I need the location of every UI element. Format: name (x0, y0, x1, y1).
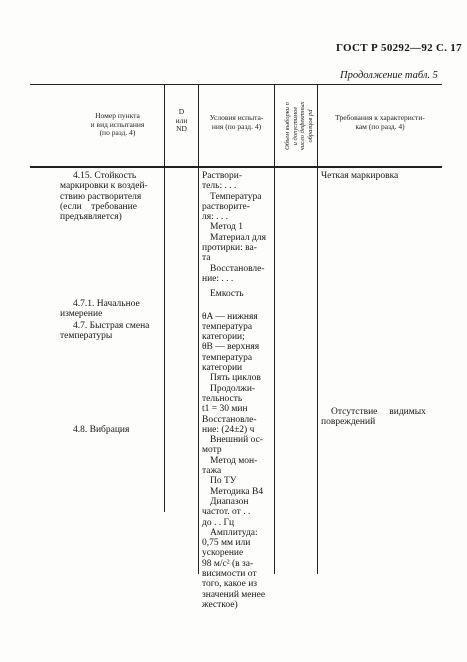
table-top-rule (30, 84, 442, 85)
condition-line: Внешний ос- (210, 435, 263, 446)
header-item-line-1: Номер пункта (95, 111, 140, 120)
header-d-nd-line-3: ND (176, 124, 187, 133)
header-sample-line-1: Объем выборки п (284, 102, 291, 150)
condition-line: та (202, 253, 211, 264)
header-conditions-line-1: Условия испыта- (209, 113, 264, 122)
item-line: ствию растворителя (60, 191, 142, 202)
condition-line: категории; (202, 332, 245, 343)
condition-line: Восстановле- (202, 414, 257, 425)
header-d-nd (165, 108, 198, 134)
condition-line: растворите- (202, 201, 250, 212)
item-4-7-1 (60, 299, 161, 320)
condition-line: 98 м/с² (в за- (202, 558, 254, 569)
header-conditions (199, 114, 274, 131)
requirement-line: повреждений (321, 417, 376, 428)
header-requirements (318, 114, 442, 131)
requirement-marking (321, 171, 439, 181)
condition-line: до . . Гц (202, 517, 235, 528)
condition-line: θA — нижняя (202, 311, 258, 322)
condition-line: температура (202, 352, 253, 363)
condition-line: Продолжи- (210, 383, 256, 394)
item-line: маркировки к воздей- (60, 181, 148, 192)
column-divider-3 (274, 84, 275, 574)
condition-line: ускорение (202, 548, 244, 559)
condition-line: ние: . . . (202, 273, 234, 284)
header-d-nd-line-2: или (175, 115, 188, 125)
condition-line: Метод 1 (210, 222, 243, 233)
item-4-7 (60, 321, 161, 342)
condition-line: Метод мон- (210, 455, 258, 466)
header-sample-line-3: число дефектных (299, 101, 306, 151)
item-line: предъявляется) (60, 212, 122, 223)
condition-line: протирки: ва- (202, 243, 257, 254)
condition-line: 0,75 мм или (202, 538, 251, 549)
item-line: температуры (60, 331, 113, 342)
condition-line: Амплитуда: (210, 527, 258, 538)
header-requirements-line-2: кам (по разд. 4) (355, 121, 405, 131)
requirement-line: Отсутствие видимых (331, 407, 426, 417)
header-item-line-2: и вид испытания (90, 119, 145, 129)
conditions-column (202, 171, 272, 610)
condition-line: Емкость (210, 289, 244, 300)
item-4-15 (60, 171, 161, 222)
header-sample-line-4: образцов рd (306, 109, 314, 143)
condition-line: Раствори- (202, 171, 243, 181)
item-line: 4.7. Быстрая смена (73, 321, 150, 331)
condition-line: Материал для (210, 232, 266, 243)
condition-line: Пять циклов (210, 373, 261, 384)
condition-line: тель: . . . (202, 181, 237, 192)
header-item (70, 112, 165, 138)
condition-line: Методика В4 (210, 486, 264, 497)
condition-line: ние: (24±2) ч (202, 424, 255, 435)
condition-line: висимости от (202, 568, 257, 579)
document-id: ГОСТ Р 50292—92 С. 17 (336, 42, 462, 54)
item-line: 4.15. Стойкость (73, 171, 137, 181)
condition-line: жесткое) (202, 599, 238, 610)
column-divider-4 (317, 84, 318, 574)
header-d-nd-line-1: D (178, 107, 185, 116)
condition-line: температура (202, 321, 253, 332)
header-conditions-line-2: ния (по разд. 4) (211, 121, 262, 131)
condition-line: Восстановле- (210, 263, 265, 274)
condition-line: Температура (210, 191, 262, 202)
header-sample (284, 84, 314, 168)
column-divider-1 (164, 84, 165, 512)
condition-line: По ТУ (210, 476, 237, 487)
condition-line: частот. от . . (202, 507, 251, 518)
condition-line: мотр (202, 445, 222, 456)
table-header-rule (30, 166, 442, 168)
item-4-8 (60, 425, 161, 435)
condition-line: Диапазон (210, 496, 249, 507)
header-item-line-3: (по разд. 4) (99, 128, 136, 137)
condition-line: тельность (202, 393, 243, 404)
condition-line: θB — верхняя (202, 342, 260, 353)
requirement-line: Четкая маркировка (321, 171, 399, 181)
item-line: измерение (60, 309, 103, 320)
table-continuation-label: Продолжение табл. 5 (340, 70, 438, 81)
item-line: (если требование (60, 201, 137, 212)
condition-line: значений менее (202, 589, 266, 600)
column-divider-2 (198, 84, 199, 574)
condition-line: категории (202, 363, 243, 374)
condition-line: t1 = 30 мин (202, 404, 248, 415)
requirement-no-damage (321, 407, 439, 428)
header-sample-line-2: и допустимое (291, 106, 299, 146)
condition-line: тажа (202, 466, 222, 477)
condition-line: того, какое из (202, 579, 258, 590)
item-line: 4.7.1. Начальное (73, 299, 140, 309)
header-requirements-line-1: Требования к характеристи- (335, 113, 425, 122)
item-line: 4.8. Вибрация (73, 425, 130, 435)
condition-line: ля: . . . (202, 212, 228, 223)
